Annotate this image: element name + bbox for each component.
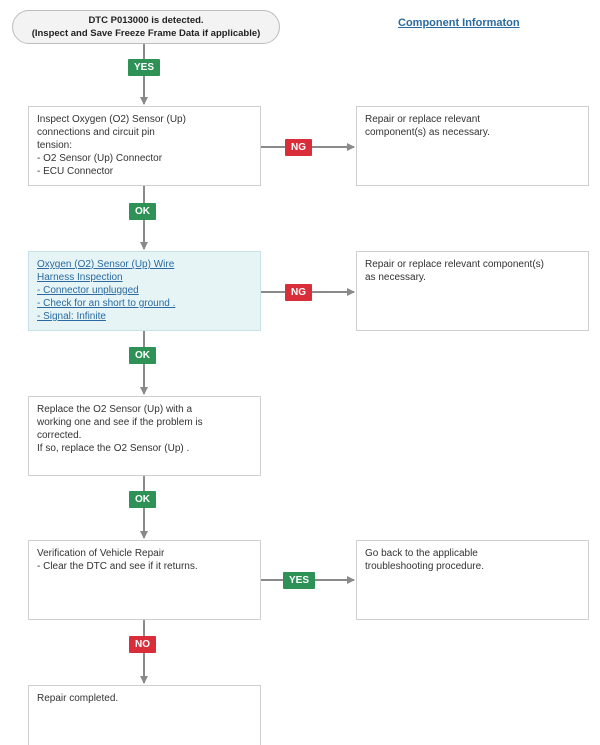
ok-badge-step3: OK — [129, 491, 156, 508]
step-repair-completed — [28, 685, 261, 745]
step-text-line: connections and circuit pin — [37, 127, 155, 138]
side-text-line: Go back to the applicable — [365, 548, 478, 559]
step-text-line: working one and see if the problem is — [37, 417, 203, 428]
start-subtitle: (Inspect and Save Freeze Frame Data if applicable) — [31, 28, 261, 39]
ng-badge-step1: NG — [285, 139, 312, 156]
ok-badge-step1: OK — [129, 203, 156, 220]
step-text-line: Inspect Oxygen (O2) Sensor (Up) — [37, 114, 186, 125]
signal-infinite-link[interactable]: - Signal: Infinite — [37, 311, 106, 322]
wire-harness-link-title[interactable]: Oxygen (O2) Sensor (Up) Wire — [37, 259, 175, 270]
step-text-line: Replace the O2 Sensor (Up) with a — [37, 404, 193, 415]
step-inspect-connections — [28, 106, 261, 186]
step-text-line: - ECU Connector — [37, 166, 114, 177]
side-repair-replace-1 — [356, 106, 589, 186]
side-go-back — [356, 540, 589, 620]
connector-unplugged-link[interactable]: - Connector unplugged — [37, 285, 139, 296]
step-text-line: tension: — [37, 140, 73, 151]
step-verification — [28, 540, 261, 620]
ng-badge-step2: NG — [285, 284, 312, 301]
side-text-line: troubleshooting procedure. — [365, 561, 484, 572]
no-badge-step4: NO — [129, 636, 156, 653]
component-information-link[interactable]: Component Informaton — [398, 17, 520, 29]
step-text-line: Verification of Vehicle Repair — [37, 548, 165, 559]
step-text-line: If so, replace the O2 Sensor (Up) . — [37, 443, 190, 454]
start-title: DTC P013000 is detected. — [88, 15, 204, 26]
step-replace-sensor — [28, 396, 261, 476]
side-text-line: Repair or replace relevant component(s) — [365, 259, 544, 270]
ok-badge-step2: OK — [129, 347, 156, 364]
side-repair-replace-2 — [356, 251, 589, 331]
step-text-line: Repair completed. — [37, 693, 119, 704]
short-to-ground-link[interactable]: - Check for an short to ground . — [37, 298, 176, 309]
yes-badge-start: YES — [128, 59, 160, 76]
side-text-line: component(s) as necessary. — [365, 127, 490, 138]
step-text-line: - O2 Sensor (Up) Connector — [37, 153, 163, 164]
step-text-line: corrected. — [37, 430, 82, 441]
step-wire-harness-inspection — [28, 251, 261, 331]
start-node — [12, 10, 280, 44]
side-text-line: as necessary. — [365, 272, 426, 283]
side-text-line: Repair or replace relevant — [365, 114, 481, 125]
yes-badge-step4: YES — [283, 572, 315, 589]
wire-harness-link-title-cont[interactable]: Harness Inspection — [37, 272, 123, 283]
step-text-line: - Clear the DTC and see if it returns. — [37, 561, 198, 572]
